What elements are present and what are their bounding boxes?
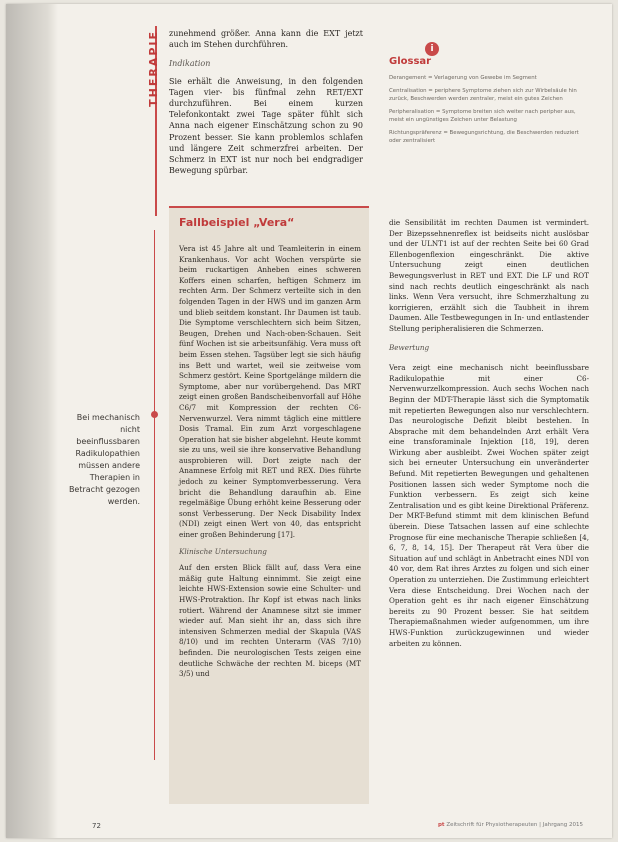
- margin-rule: [154, 230, 155, 760]
- case-paragraph: Auf den ersten Blick fällt auf, dass Vera eine mäßig gute Haltung einnimmt. Sie zeigt eine leichte HWS-Extension sowie eine Schulter- und HWS-Protraktion. Ihr Kopf ist etwas nach links rotiert. Während der Anamnese sitzt sie immer wieder auf. Man sieht ihr an, dass sich ihre intensiven Schmerzen medial der Skapula (VAS 8/10) und im rechten Unterarm (VAS 7/10) befinden. Die neurologischen Tests zeigen eine deutliche Schwäche der rechten M. biceps (MT 3/5) und: [179, 563, 361, 679]
- journal-mark: pt: [438, 822, 445, 828]
- magazine-page: [6, 4, 612, 838]
- right-column-text: [389, 218, 589, 652]
- section-tab: [143, 26, 161, 216]
- case-study-title: Fallbeispiel „Vera“: [179, 216, 295, 229]
- glossary-body: [389, 74, 589, 150]
- intro-subhead: Indikation: [169, 59, 211, 69]
- column-paragraph: die Sensibilität im rechten Daumen ist vermindert. Der Bizepssehnenreflex ist beidseits nicht auslösbar und der ULNT1 ist auf der rechten Seite bei 60 Grad Ellenbogenflexion eingeschränkt. Die aktive Untersuchung zeigt einen deutlichen Bewegungsverlust in RET und EXT. Die LF und ROT sind nach rechts deutlich eingeschränkt als nach links. Wenn Vera versucht, ihre Schmerzhaltung zu korrigieren, erzählt sich die Taubheit in ihrem Daumen. Alle Testbewegungen in In- und entlastender Stellung peripheralisieren die Schmerzen.: [389, 218, 589, 333]
- column-subhead: Bewertung: [389, 342, 430, 352]
- glossary-entry: Derangement = Verlagerung von Gewebe im Segment: [389, 75, 537, 81]
- margin-note: Bei mechanisch nicht beeinflussbaren Radikulopathien müssen andere Therapien in Betracht gezogen werden.: [68, 413, 140, 506]
- glossary-entry: Centralisation = periphere Symptome ziehen sich zur Wirbelsäule hin zurück, Beschwerden werden zentraler, meist ein gutes Zeichen: [389, 88, 577, 102]
- column-paragraph: Vera zeigt eine mechanisch nicht beeinflussbare Radikulopathie mit einer C6-Nervenwurzelkompression. Auch sechs Wochen nach Beginn der MDT-Therapie lässt sich die Symptomatik mit repetierten Bewegungen also nur verschlechtern. Das neurologische Defizit bleibt bestehen. In Absprache mit dem behandelnden Arzt erhält Vera eine transforaminale Injektion [18, 19], deren Wirkung aber ausbleibt. Zwei Wochen später zeigt sich bei erneuter Untersuchung ein unveränderter Befund. Mit repetierten Bewegungen und gehaltenen Positionen lassen sich weder Symptome noch die Funktion verbessern. Es zeigt sich keine Zentralisation und es gibt keine Direktional Präferenz. Der MRT-Befund stimmt mit dem klinischen Befund überein. Diese Tatsachen lassen auf eine schlechte Prognose für eine mechanische Therapie schließen [4, 6, 7, 8, 14, 15]. Der Therapeut rät Vera über die Situation auf und schlägt in Anbetracht eines NDI von 40 vor, dem Rat ihres Arztes zu folgen und sich einer Operation zu unterziehen. Die Zustimmung erleichtert Vera diese Entscheidung. Drei Wochen nach der Operation geht es ihr nach eigener Einschätzung bereits zu 90 Prozent besser. Sie hat seitdem Therapiemaßnahmen wieder aufgenommen, um ihre HWS-Funktion zurückzugewinnen und wieder arbeiten zu können.: [389, 363, 589, 648]
- case-study-text: [179, 244, 361, 683]
- journal-name: Zeitschrift für Physiotherapeuten | Jahrgang 2015: [446, 822, 583, 828]
- intro-paragraph: zunehmend größer. Anna kann die EXT jetzt auch im Stehen durchführen.: [169, 29, 363, 50]
- section-tab-label: THERAPIE: [147, 30, 160, 107]
- margin-bullet: [151, 411, 158, 418]
- page-number: 72: [92, 822, 101, 830]
- journal-footer: [438, 822, 598, 828]
- info-icon: i: [425, 42, 439, 56]
- glossary-entry: Peripheralisation = Symptome breiten sich weiter nach peripher aus, meist ein ungünstiges Zeichen unter Belastung: [389, 109, 576, 123]
- case-paragraph: Vera ist 45 Jahre alt und Teamleiterin in einem Krankenhaus. Vor acht Wochen verspürte sie beim ruckartigen Anheben eines schweren Koffers einen scharfen, heftigen Schmerz im rechten Arm. Der Schmerz verteilte sich in den folgenden Tagen in der HWS und im ganzen Arm und blieb seitdem konstant. Ihr Daumen ist taub. Die Symptome verschlechtern sich beim Sitzen, Beugen, Drehen und Nach-oben-Schauen. Seit fünf Wochen ist sie arbeitsunfähig. Vera muss oft beim Essen stehen. Tagsüber legt sie sich häufig ins Bett und wartet, weil sie zeitweise vom Schmerz gestört. Keine Sportgelänge mildern die Symptome, aber nur vorübergehend. Das MRT zeigt einen großen Bandscheibenvorfall auf Höhe C6/7 mit Kompression der rechten C6-Nervenwurzel. Vera nimmt täglich eine mittlere Dosis Tramal. Ein zum Arzt vorgeschlagene Operation hat sie bisher abgelehnt. Heute kommt sie zu uns, weil sie ihre konservative Behandlung ausprobieren will. Dort zeigte nach der Anamnese Erfolg mit RET und REX. Dies führte jedoch zu keiner Symptomverbesserung. Vera bricht die Behandlung daraufhin ab. Eine regelmäßige Übung erhöht keine Besserung oder sonst Verbesserung. Der Neck Disability Index (NDI) zeigt einen Wert von 40, das entspricht einer großen Behinderung [17].: [179, 244, 361, 540]
- binding-shadow: [6, 4, 58, 838]
- glossary-box: [383, 42, 593, 190]
- case-subhead: Klinische Untersuchung: [179, 546, 267, 556]
- glossary-title: Glossar: [389, 56, 432, 67]
- case-study-box: [169, 206, 369, 804]
- intro-text: [169, 28, 363, 180]
- glossary-entry: Richtungspräferenz = Bewegungsrichtung, die Beschwerden reduziert oder zentralisiert: [389, 130, 579, 144]
- intro-paragraph: Sie erhält die Anweisung, in den folgenden Tagen vier- bis fünfmal zehn RET/EXT durchzuführen. Bei einem kurzen Telefonkontakt zwei Tage später fühlt sich Anna nach eigener Einschätzung schon zu 90 Prozent besser. Sie kann problemlos schlafen und längere Zeit schmerzfrei arbeiten. Der Schmerz in EXT ist nur noch bei endgradiger Bewegung spürbar.: [169, 76, 363, 176]
